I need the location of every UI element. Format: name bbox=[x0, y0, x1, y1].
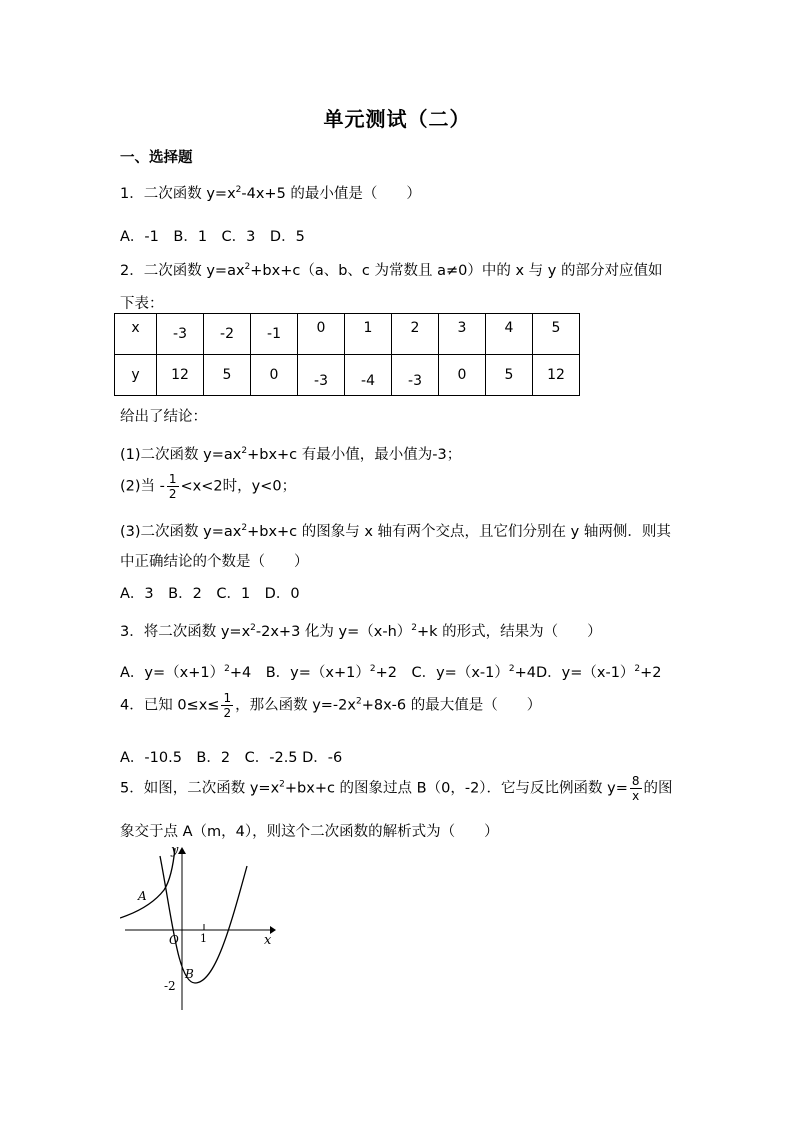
cell-text: -3 bbox=[314, 373, 328, 389]
table-cell bbox=[486, 314, 533, 355]
section-heading: 一、选择题 bbox=[120, 150, 193, 166]
point-b-label: B bbox=[185, 967, 194, 981]
conclusion-3 bbox=[120, 520, 671, 541]
table-cell bbox=[157, 314, 204, 355]
cell-text: 0 bbox=[457, 367, 467, 383]
question-5 bbox=[120, 774, 673, 803]
cell-text: 12 bbox=[171, 367, 189, 383]
table-cell bbox=[298, 314, 345, 355]
table-header-x bbox=[115, 314, 157, 355]
q2-text-pre: 2．二次函数 y=ax bbox=[120, 263, 245, 279]
table-cell bbox=[204, 314, 251, 355]
question-2 bbox=[120, 259, 662, 280]
q3-opt-sup: 2 bbox=[508, 664, 515, 674]
c2-post: <x<2时，y<0； bbox=[180, 478, 297, 495]
conclusion-1 bbox=[120, 443, 461, 464]
fraction-numerator: 1 bbox=[168, 472, 177, 486]
page-title: 单元测试（二） bbox=[323, 107, 471, 131]
table-header-y bbox=[115, 355, 157, 396]
table-row-x bbox=[115, 314, 580, 355]
q3-opt-sup: 2 bbox=[634, 664, 641, 674]
parabola-curve bbox=[160, 856, 247, 983]
tick-label-1: 1 bbox=[200, 932, 207, 945]
q3-opt-c-post: +4D．y=（x-1） bbox=[514, 665, 635, 681]
x-axis-label: x bbox=[264, 933, 272, 948]
q4-mid: ，那么函数 y=-2x bbox=[235, 697, 356, 714]
cell-text: -2 bbox=[220, 326, 234, 342]
cell-text: 0 bbox=[269, 367, 279, 383]
y-label: y bbox=[131, 367, 140, 383]
table-cell bbox=[392, 314, 439, 355]
q2-text-post: +bx+c（a、b、c 为常数且 a≠0）中的 x 与 y 的部分对应值如 bbox=[250, 263, 663, 279]
hyperbola-curve bbox=[120, 848, 175, 918]
conclusion-3-line2: 中正确结论的个数是（ ） bbox=[120, 554, 309, 570]
question-4 bbox=[120, 691, 541, 720]
q2-sup: 2 bbox=[244, 262, 251, 272]
q3-mid: -2x+3 化为 y=（x-h） bbox=[255, 624, 412, 640]
c2-pre: (2)当 - bbox=[120, 478, 165, 495]
q5-mid: +bx+c 的图象过点 B（0，-2）．它与反比例函数 y= bbox=[284, 780, 628, 797]
table-cell bbox=[439, 355, 486, 396]
q1-text-post: -4x+5 的最小值是（ ） bbox=[241, 186, 421, 202]
q3-opt-b-post: +2 C．y=（x-1） bbox=[375, 665, 509, 681]
q5-pre: 5．如图，二次函数 y=x bbox=[120, 780, 280, 797]
fraction-numerator: 8 bbox=[631, 774, 640, 788]
cell-text: -3 bbox=[408, 373, 422, 389]
table-cell bbox=[533, 314, 580, 355]
table-cell bbox=[439, 314, 486, 355]
table-cell bbox=[204, 355, 251, 396]
fraction-denominator: x bbox=[632, 789, 640, 803]
q3-opt-a: A．y=（x+1） bbox=[120, 665, 225, 681]
y-axis-label: y bbox=[171, 843, 179, 858]
question-5-line2: 象交于点 A（m，4），则这个二次函数的解析式为（ ） bbox=[120, 824, 499, 840]
table-cell bbox=[533, 355, 580, 396]
table-cell bbox=[392, 355, 439, 396]
c3-sup: 2 bbox=[241, 523, 248, 533]
fraction-denominator: 2 bbox=[168, 487, 177, 501]
table-cell bbox=[345, 355, 392, 396]
table-cell bbox=[251, 355, 298, 396]
cell-text: -4 bbox=[361, 373, 375, 389]
cell-text: -3 bbox=[173, 326, 187, 342]
q3-post: +k 的形式，结果为（ ） bbox=[417, 624, 602, 640]
table-cell bbox=[298, 355, 345, 396]
q3-pre: 3．将二次函数 y=x bbox=[120, 624, 251, 640]
cell-text: 1 bbox=[363, 320, 373, 336]
cell-text: 4 bbox=[504, 320, 514, 336]
fraction-numerator: 1 bbox=[223, 691, 232, 705]
question-1-options: A．-1 B．1 C．3 D．5 bbox=[120, 229, 305, 245]
q3-opt-a-post: +4 B．y=（x+1） bbox=[229, 665, 370, 681]
q3-opt-sup: 2 bbox=[369, 664, 376, 674]
fraction-half bbox=[221, 691, 233, 720]
q1-text-pre: 1．二次函数 y=x bbox=[120, 186, 236, 202]
q4-sup: 2 bbox=[355, 696, 362, 707]
q3-opt-d-post: +2 bbox=[640, 665, 662, 681]
fraction-denominator: 2 bbox=[223, 706, 232, 720]
c1-post: +bx+c 有最小值，最小值为-3； bbox=[247, 447, 462, 463]
origin-label: O bbox=[169, 933, 179, 947]
question-2-options: A．3 B．2 C．1 D．0 bbox=[120, 586, 300, 602]
question-3 bbox=[120, 620, 602, 641]
value-table bbox=[114, 313, 580, 396]
question-3-options bbox=[120, 661, 662, 682]
table-cell bbox=[157, 355, 204, 396]
y-axis-arrow bbox=[178, 847, 186, 854]
q1-sup: 2 bbox=[235, 185, 242, 195]
question-4-options: A．-10.5 B．2 C．-2.5 D．-6 bbox=[120, 750, 343, 766]
x-label: x bbox=[131, 320, 140, 336]
conclusion-intro: 给出了结论： bbox=[120, 409, 207, 425]
table-cell bbox=[345, 314, 392, 355]
conclusion-2 bbox=[120, 472, 296, 501]
cell-text: 0 bbox=[316, 320, 326, 336]
table-row-y bbox=[115, 355, 580, 396]
fraction-half bbox=[167, 472, 179, 501]
cell-text: 3 bbox=[457, 320, 467, 336]
y-tick-label-neg2: -2 bbox=[164, 979, 176, 993]
cell-text: 5 bbox=[551, 320, 561, 336]
q5-post: 的图 bbox=[643, 780, 673, 797]
c3-pre: (3)二次函数 y=ax bbox=[120, 524, 242, 540]
c1-pre: (1)二次函数 y=ax bbox=[120, 447, 242, 463]
question-2-line2: 下表： bbox=[120, 296, 164, 312]
cell-text: 5 bbox=[504, 367, 514, 383]
c3-post: +bx+c 的图象与 x 轴有两个交点，且它们分别在 y 轴两侧．则其 bbox=[247, 524, 671, 540]
c1-sup: 2 bbox=[241, 446, 248, 456]
cell-text: 12 bbox=[547, 367, 565, 383]
q4-post: +8x-6 的最大值是（ ） bbox=[361, 697, 542, 714]
q3-opt-sup: 2 bbox=[224, 664, 230, 674]
q3-sup-1: 2 bbox=[250, 623, 256, 633]
q3-sup-2: 2 bbox=[411, 623, 417, 633]
q5-sup: 2 bbox=[279, 779, 285, 790]
point-a-label: A bbox=[138, 889, 147, 903]
fraction-8-over-x bbox=[630, 774, 642, 803]
cell-text: 5 bbox=[222, 367, 232, 383]
table-cell bbox=[486, 355, 533, 396]
function-graph bbox=[120, 838, 280, 1013]
table-cell bbox=[251, 314, 298, 355]
question-1 bbox=[120, 182, 421, 203]
cell-text: 2 bbox=[410, 320, 420, 336]
cell-text: -1 bbox=[267, 326, 281, 342]
q4-pre: 4．已知 0≤x≤ bbox=[120, 697, 220, 714]
